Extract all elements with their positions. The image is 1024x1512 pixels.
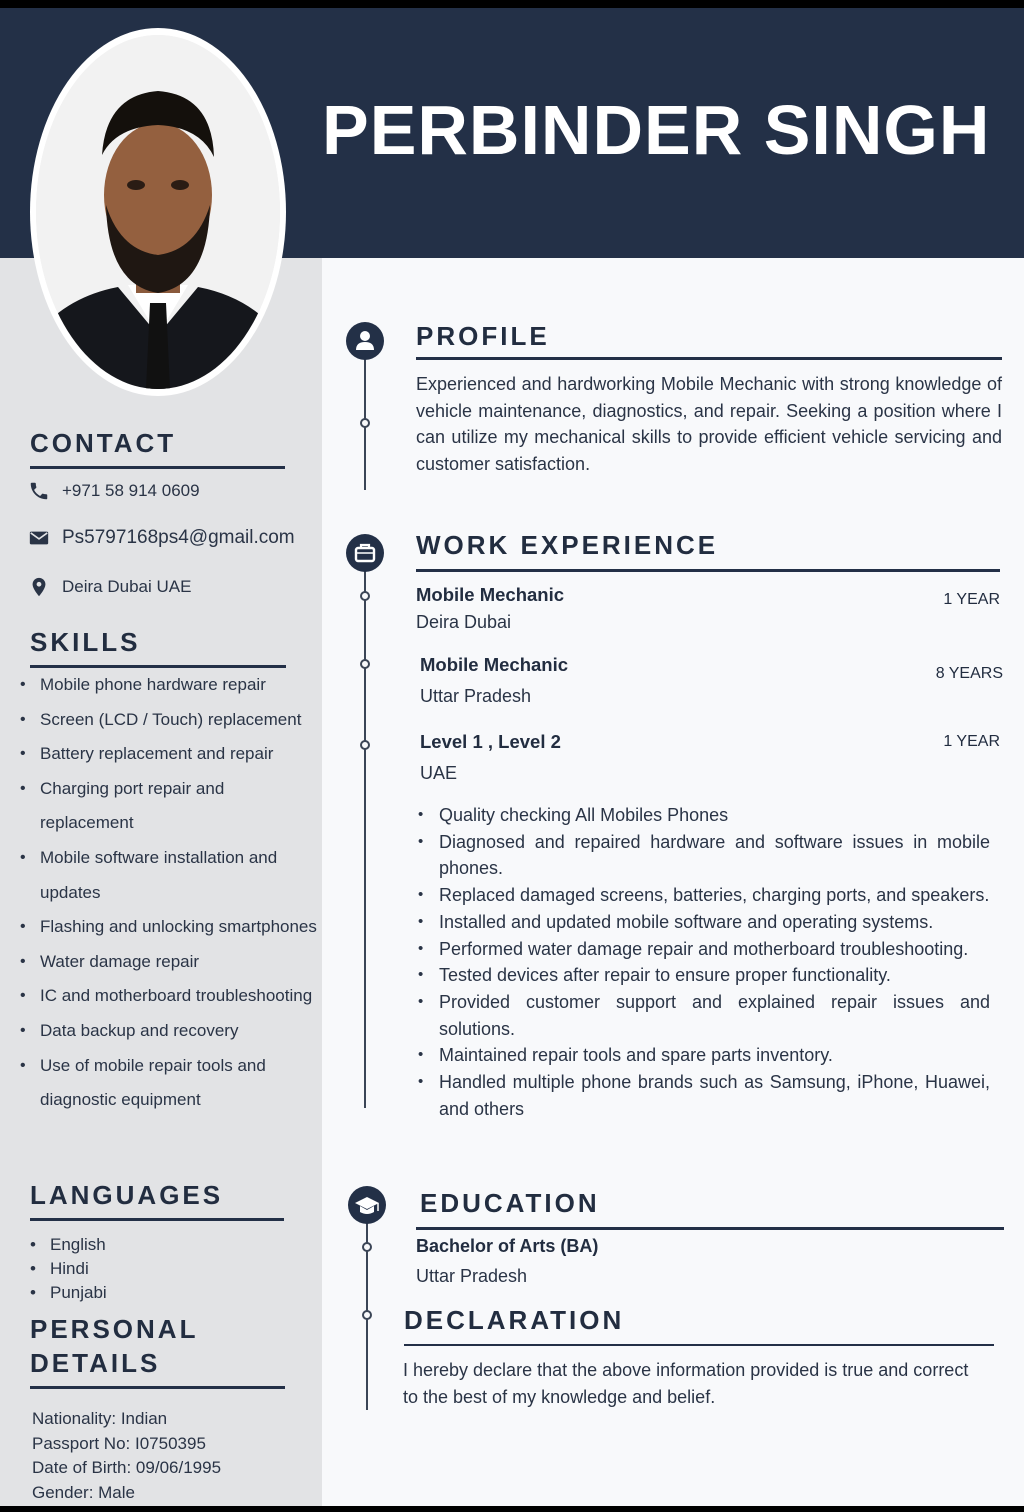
person-portrait-icon [36,35,280,389]
job-duration: 1 YEAR [943,591,1000,608]
languages-list [30,1233,107,1305]
job-title: Mobile Mechanic [416,584,565,605]
duty-item: • Handled multiple phone brands such as Samsung, iPhone, Huawei, and others [418,1069,990,1122]
skill-item: • Flashing and unlocking smartphones [20,910,320,945]
skill-item: • Screen (LCD / Touch) replacement [20,703,320,738]
duty-item: • Installed and updated mobile software and operating systems. [418,909,990,936]
education-location: Uttar Pradesh [416,1266,528,1286]
education-divider [416,1227,1004,1230]
job-title: Mobile Mechanic [420,654,569,675]
skill-item: • Battery replacement and repair [20,737,320,772]
skill-item: • Mobile software installation and updates [20,841,320,910]
skills-heading: SKILLS [30,627,141,657]
timeline-dot [360,740,370,750]
languages-heading: LANGUAGES [30,1180,224,1210]
mail-icon [28,527,50,549]
work-heading: WORK EXPERIENCE [416,530,719,560]
personal-details [32,1407,221,1505]
personal-heading-line1: PERSONAL [30,1314,199,1344]
job-duration: 1 YEAR [943,733,1000,750]
skill-item: • Water damage repair [20,945,320,980]
language-item: • Punjabi [30,1281,107,1305]
duty-item: • Provided customer support and explained repair issues and solutions. [418,989,990,1042]
contact-phone[interactable] [28,480,200,502]
location-pin-icon [28,576,50,598]
resume-page [0,8,1024,1506]
skill-item: • Charging port repair and replacement [20,772,320,841]
contact-location [28,576,191,598]
dob-text: Date of Birth: 09/06/1995 [32,1458,222,1477]
gender-text: Gender: Male [32,1482,135,1502]
language-item: • Hindi [30,1257,107,1281]
declaration-divider [404,1344,994,1346]
job-title: Level 1 , Level 2 [420,731,561,752]
timeline-dot [362,1310,372,1320]
declaration-heading: DECLARATION [404,1305,625,1335]
education-heading: EDUCATION [420,1188,600,1218]
language-item: • English [30,1233,107,1257]
duty-item: • Replaced damaged screens, batteries, charging ports, and speakers. [418,882,990,909]
profile-summary: Experienced and hardworking Mobile Mechanic with strong knowledge of vehicle maintenance, diagnostics, and repair. Seeking a position where I can utilize my mechanical skills to provide efficient vehicle servicing and customer satisfaction. [416,374,1002,475]
job-duration: 8 YEARS [935,665,1003,682]
duty-item: • Quality checking All Mobiles Phones [418,802,990,829]
email-text: Ps5797168ps4@gmail.com [62,527,295,548]
timeline-dot [362,1242,372,1252]
profile-divider [416,357,1002,360]
profile-icon [346,322,384,360]
skill-item: • Data backup and recovery [20,1014,320,1049]
declaration-text: I hereby declare that the above information provided is true and correct to the best of my knowledge and belief. [403,1360,969,1407]
profile-photo [36,35,280,389]
personal-divider [30,1386,285,1389]
graduation-cap-icon [348,1186,386,1224]
contact-email[interactable] [28,527,295,549]
languages-divider [30,1218,284,1221]
timeline-dot [360,418,370,428]
skill-item: • Use of mobile repair tools and diagnostic equipment [20,1049,320,1118]
timeline-dot [360,591,370,601]
degree-title: Bachelor of Arts (BA) [416,1236,599,1256]
phone-text: +971 58 914 0609 [62,481,200,500]
contact-heading: CONTACT [30,428,177,458]
duty-item: • Diagnosed and repaired hardware and software issues in mobile phones. [418,829,990,882]
passport-text: Passport No: I0750395 [32,1433,206,1453]
phone-icon [28,480,50,502]
location-text: Deira Dubai UAE [62,577,192,596]
job-location: UAE [420,763,458,783]
profile-heading: PROFILE [416,321,550,351]
candidate-name: PERBINDER SINGH [322,91,991,169]
skill-item: • IC and motherboard troubleshooting [20,979,320,1014]
timeline-dot [360,659,370,669]
duties-list [418,802,990,1122]
skills-list [20,668,320,1118]
briefcase-icon [346,534,384,572]
skill-item: • Mobile phone hardware repair [20,668,320,703]
contact-divider [30,466,285,469]
nationality-text: Nationality: Indian [32,1409,168,1428]
duty-item: • Performed water damage repair and motherboard troubleshooting. [418,936,990,963]
job-location: Uttar Pradesh [420,686,532,706]
duty-item: • Tested devices after repair to ensure proper functionality. [418,962,990,989]
work-divider [416,569,1000,572]
timeline-line-work [364,560,366,1108]
job-location: Deira Dubai [416,612,512,632]
duty-item: • Maintained repair tools and spare parts inventory. [418,1042,990,1069]
personal-heading-line2: DETAILS [30,1348,161,1378]
